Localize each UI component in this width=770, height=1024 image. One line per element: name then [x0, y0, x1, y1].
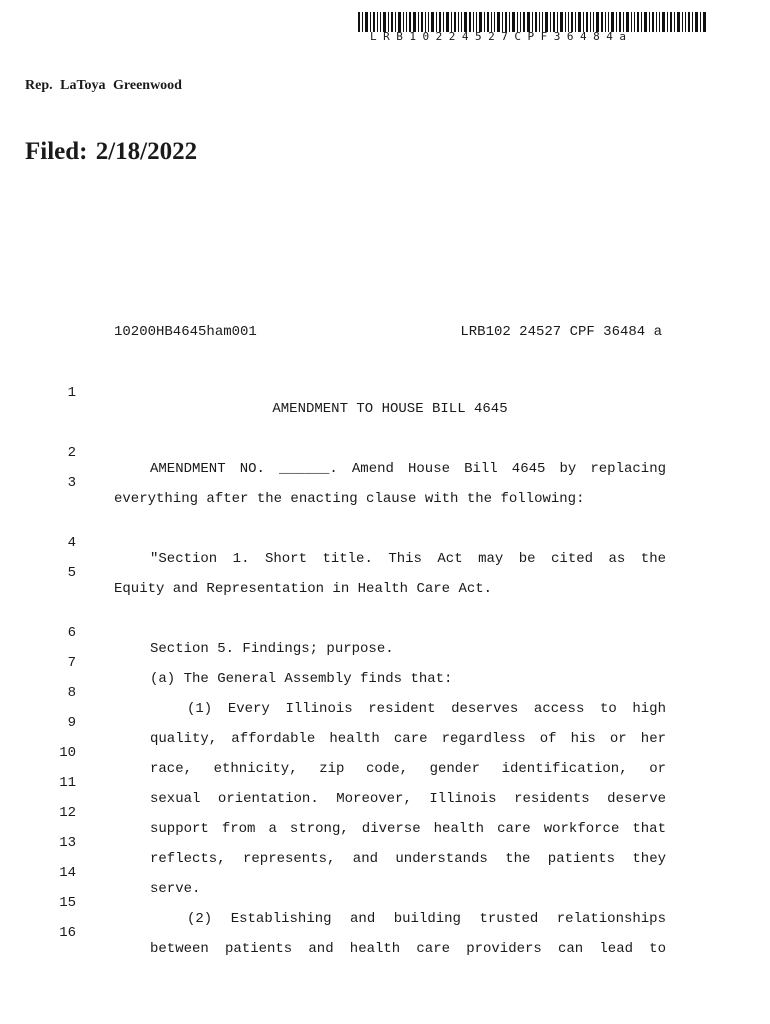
barcode	[358, 12, 706, 32]
line-text: sexual orientation. Moreover, Illinois residents deserve	[150, 791, 666, 807]
line-number: 7	[67, 655, 76, 671]
line-number: 10	[59, 745, 76, 761]
line-text: (2) Establishing and building trusted relationships	[187, 911, 666, 927]
bill-line	[0, 729, 770, 777]
line-number: 4	[67, 535, 76, 551]
line-text: AMENDMENT NO. ______. Amend House Bill 4645 by replacing	[150, 461, 666, 477]
line-number: 8	[67, 685, 76, 701]
line-text: reflects, represents, and understands the patients they	[150, 851, 666, 867]
bill-line	[0, 819, 770, 867]
bill-line	[0, 429, 770, 477]
line-number: 15	[59, 895, 76, 911]
bill-line	[0, 759, 770, 807]
line-text: Equity and Representation in Health Care Act.	[114, 581, 493, 597]
line-text: support from a strong, diverse health care workforce that	[150, 821, 666, 837]
line-text: quality, affordable health care regardless of his or her	[150, 731, 666, 747]
line-number: 12	[59, 805, 76, 821]
bill-line	[0, 459, 770, 507]
line-text: everything after the enacting clause with the following:	[114, 491, 585, 507]
line-number: 5	[67, 565, 76, 581]
line-number: 9	[67, 715, 76, 731]
bill-title: AMENDMENT TO HOUSE BILL 4645	[272, 401, 508, 417]
bill-line	[0, 909, 770, 957]
bill-line	[0, 549, 770, 597]
sponsor-name: Rep. LaToya Greenwood	[25, 78, 182, 93]
line-text: between patients and health care providers can lead to	[150, 941, 666, 957]
filed-date: Filed: 2/18/2022	[25, 138, 198, 165]
bill-line	[0, 609, 770, 657]
line-text: (a) The General Assembly finds that:	[150, 671, 453, 687]
bill-line	[0, 669, 770, 717]
lrb-id: LRB102 24527 CPF 36484 a	[460, 324, 662, 340]
line-number: 3	[67, 475, 76, 491]
line-text: race, ethnicity, zip code, gender identification, or	[150, 761, 666, 777]
line-number: 14	[59, 865, 76, 881]
line-number: 13	[59, 835, 76, 851]
line-text: "Section 1. Short title. This Act may be cited as the	[150, 551, 666, 567]
line-text: (1) Every Illinois resident deserves access to high	[187, 701, 666, 717]
barcode-caption: LRB10224527CPF36484a	[370, 30, 633, 43]
line-text: serve.	[150, 881, 201, 897]
bill-line	[0, 369, 770, 417]
line-number: 1	[67, 385, 76, 401]
bill-line	[0, 849, 770, 897]
line-number: 11	[59, 775, 76, 791]
line-number: 2	[67, 445, 76, 461]
document-id: 10200HB4645ham001	[114, 324, 257, 340]
bill-line	[0, 519, 770, 567]
bill-line	[0, 639, 770, 687]
line-number: 16	[59, 925, 76, 941]
bill-line	[0, 699, 770, 747]
line-number: 6	[67, 625, 76, 641]
line-text: Section 5. Findings; purpose.	[150, 641, 394, 657]
bill-line	[0, 789, 770, 837]
bill-line	[0, 879, 770, 927]
